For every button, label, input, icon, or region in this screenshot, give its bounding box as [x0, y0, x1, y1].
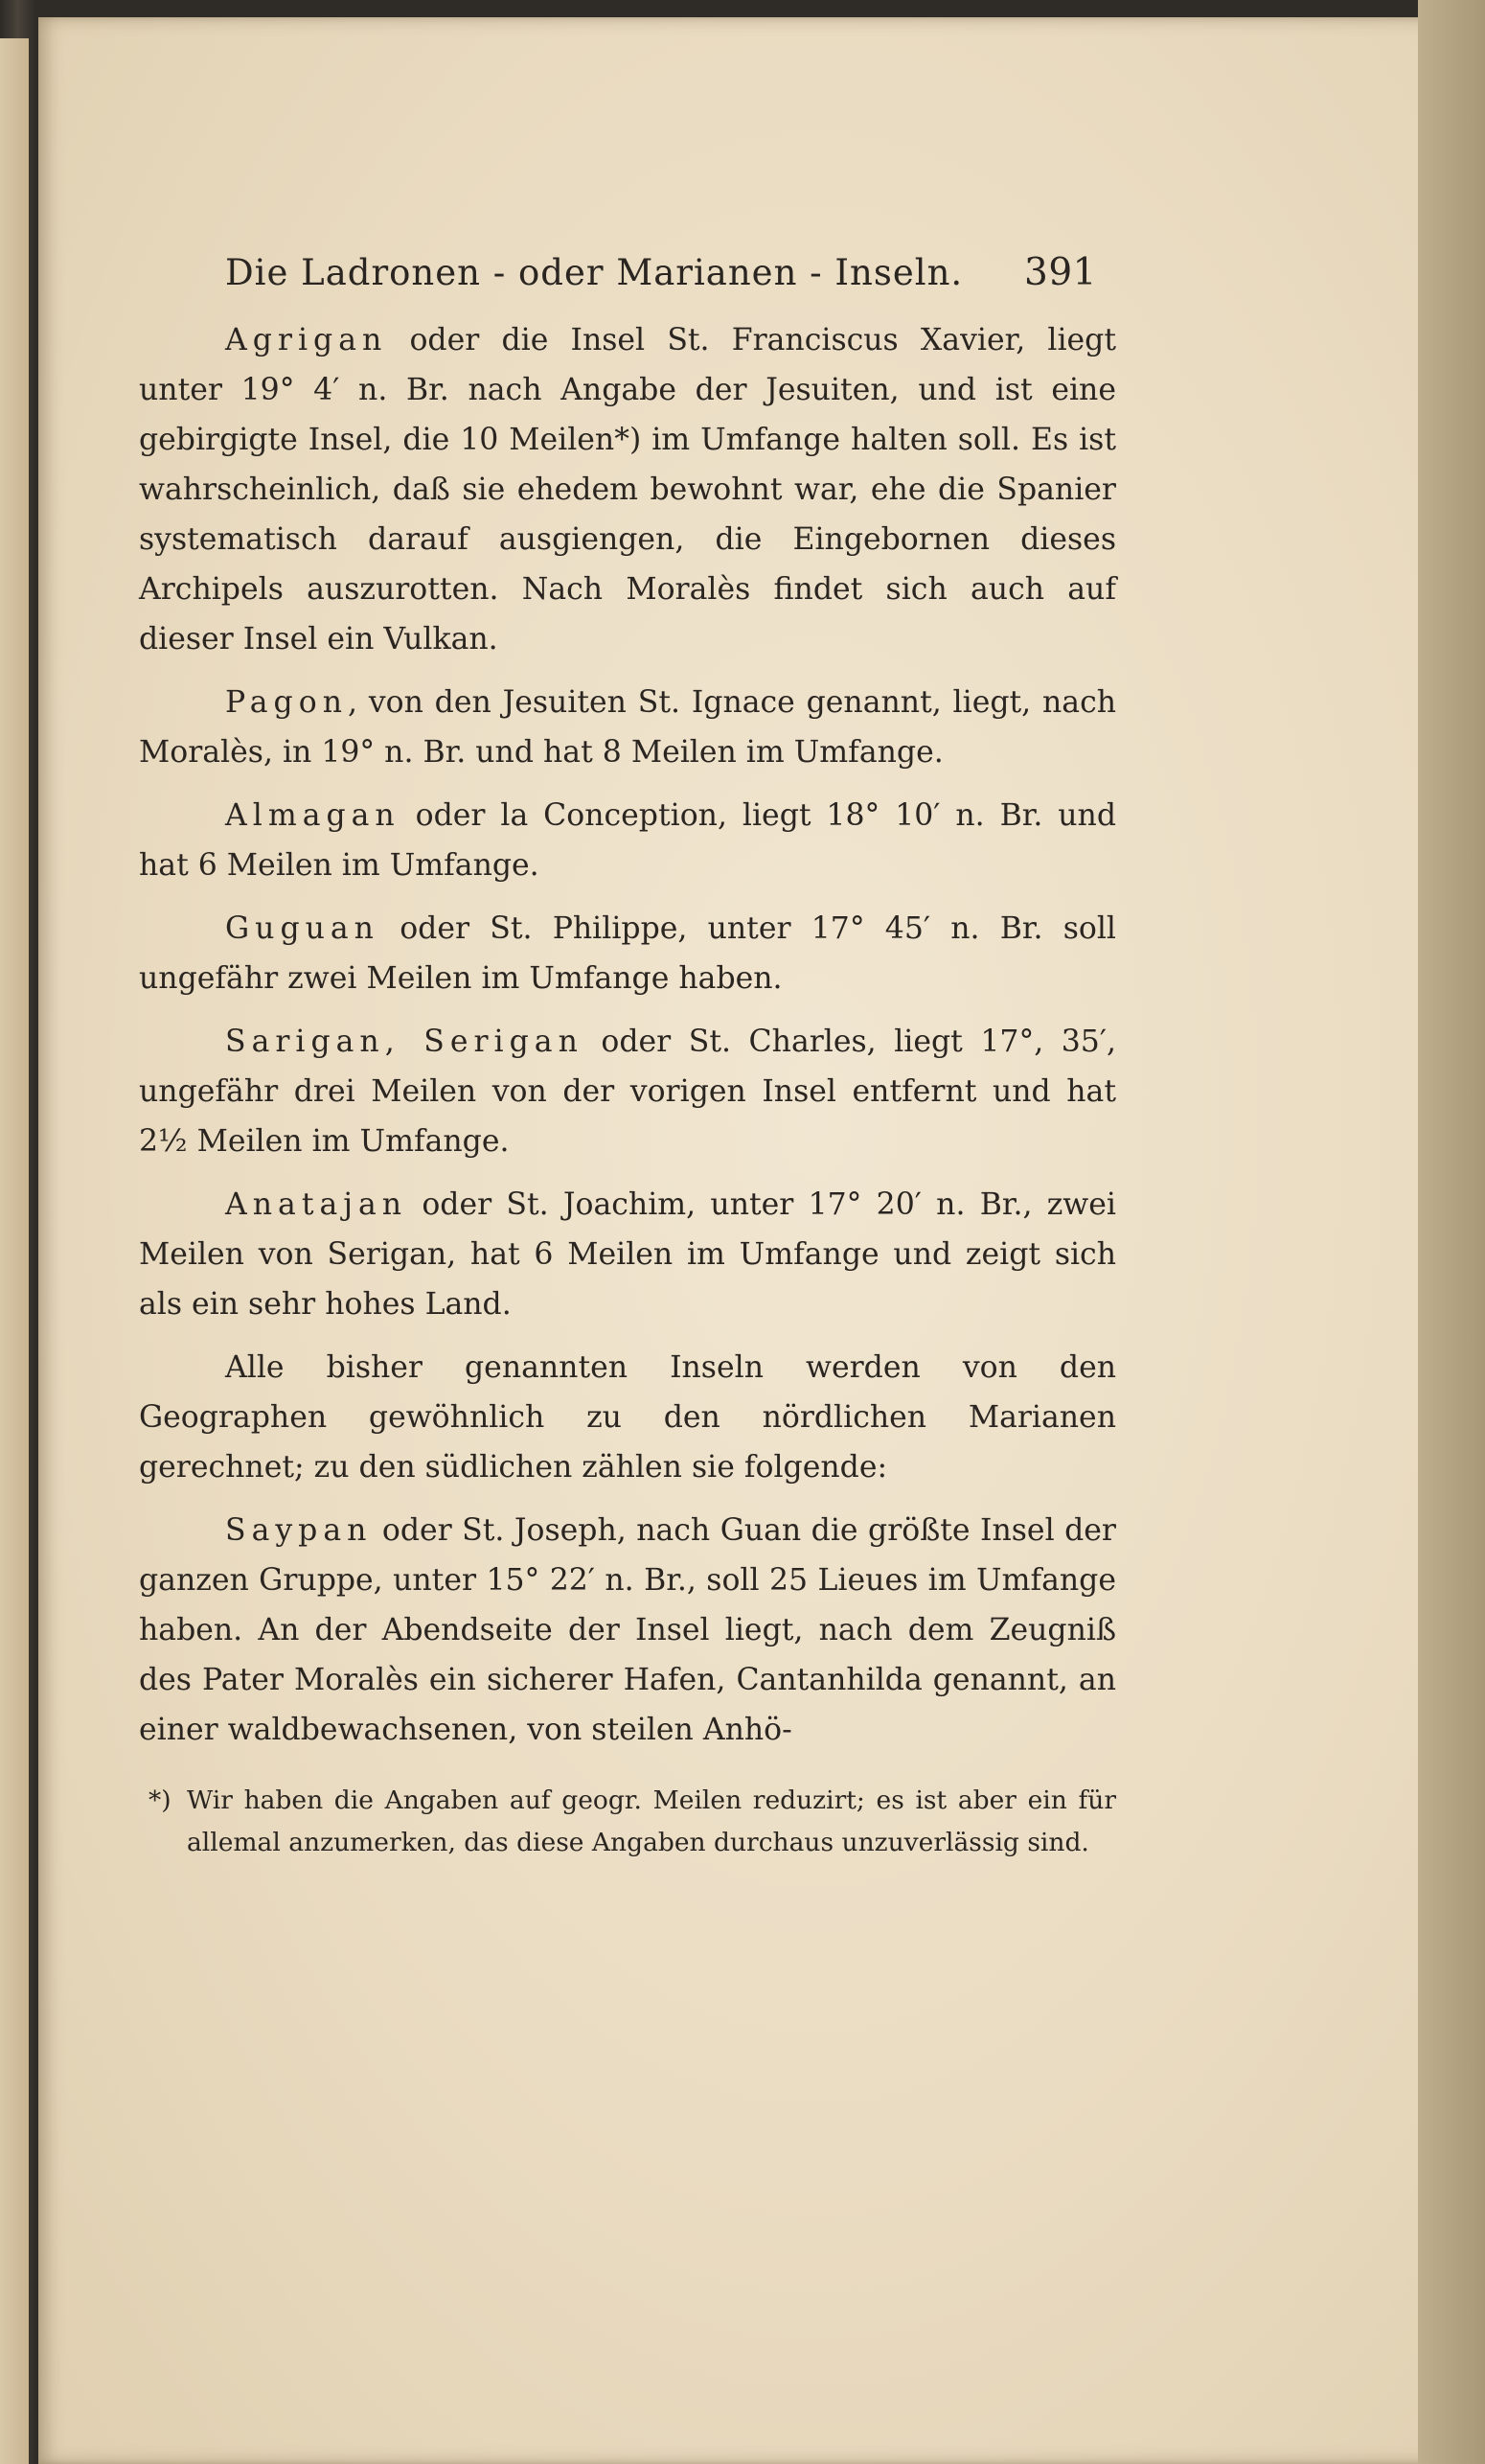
island-name: Anatajan: [225, 1187, 408, 1222]
footnote: [139, 1780, 1116, 1864]
paragraph-text: , von den Jesuiten St. Ignace genannt, liegt, nach Moralès, in 19° n. Br. und hat 8 Meilen im Umfange.: [139, 685, 1116, 770]
footnote-text: Wir haben die Angaben auf geogr. Meilen reduzirt; es ist aber ein für allemal anzumerken, das diese Angaben durchaus unzuverlässig sind.: [187, 1785, 1116, 1857]
island-name: Almagan: [225, 798, 400, 833]
paragraph-text: oder St. Joachim, unter 17° 20′ n. Br., zwei Meilen von Serigan, hat 6 Meilen im Umfange und zeigt sich als ein sehr hohes Land.: [139, 1187, 1116, 1322]
paragraph-saypan: [139, 1506, 1116, 1755]
paragraph-text: oder St. Joseph, nach Guan die größte Insel der ganzen Gruppe, unter 15° 22′ n. Br., soll 25 Lieues im Umfange haben. An der Abendseite der Insel liegt, nach dem Zeugniß des Pater Moralès ein sicherer Hafen, Cantanhilda genannt, an einer waldbewachsenen, von steilen Anhö-: [139, 1513, 1116, 1747]
running-head: [225, 251, 1116, 294]
page-number: 391: [1024, 251, 1097, 294]
paragraph-almagan: [139, 791, 1116, 890]
island-name: Guguan: [225, 911, 379, 946]
text-block: [139, 251, 1116, 1864]
paragraph-sarigan: [139, 1017, 1116, 1166]
island-name: Agrigan: [225, 323, 388, 357]
paragraph-text: Alle bisher genannten Inseln werden von den Geographen gewöhnlich zu den nördlichen Marianen gerechnet; zu den südlichen zählen sie folgende:: [139, 1350, 1116, 1485]
island-name: Sarigan, Serigan: [225, 1025, 583, 1059]
scan-background-right: [1418, 0, 1485, 2464]
running-head-title: Die Ladronen - oder Marianen - Inseln.: [225, 252, 964, 293]
island-name: Pagon: [225, 685, 348, 720]
paragraph-pagon: [139, 678, 1116, 777]
footnote-mark: *): [148, 1785, 171, 1815]
paragraph-text: oder St. Philippe, unter 17° 45′ n. Br. soll ungefähr zwei Meilen im Umfange haben.: [139, 911, 1116, 996]
paragraph-summary: [139, 1343, 1116, 1492]
paragraph-text: oder St. Charles, liegt 17°, 35′, ungefähr drei Meilen von der vorigen Insel entfernt und hat 2½ Meilen im Umfange.: [139, 1025, 1116, 1159]
paragraph-text: oder die Insel St. Franciscus Xavier, liegt unter 19° 4′ n. Br. nach Angabe der Jesuiten, und ist eine gebirgigte Insel, die 10 Meilen*) im Umfange halten soll. Es ist wahrscheinlich, daß sie ehedem bewohnt war, ehe die Spanier systematisch darauf ausgiengen, die Eingebornen dieses Archipels auszurotten. Nach Moralès findet sich auch auf dieser Insel ein Vulkan.: [139, 323, 1116, 656]
paragraph-anatajan: [139, 1180, 1116, 1329]
paragraph-text: oder la Conception, liegt 18° 10′ n. Br. und hat 6 Meilen im Umfange.: [139, 798, 1116, 883]
previous-page-edge: [0, 38, 29, 2464]
island-name: Saypan: [225, 1513, 373, 1548]
paragraph-guguan: [139, 904, 1116, 1003]
paragraph-agrigan: [139, 315, 1116, 664]
